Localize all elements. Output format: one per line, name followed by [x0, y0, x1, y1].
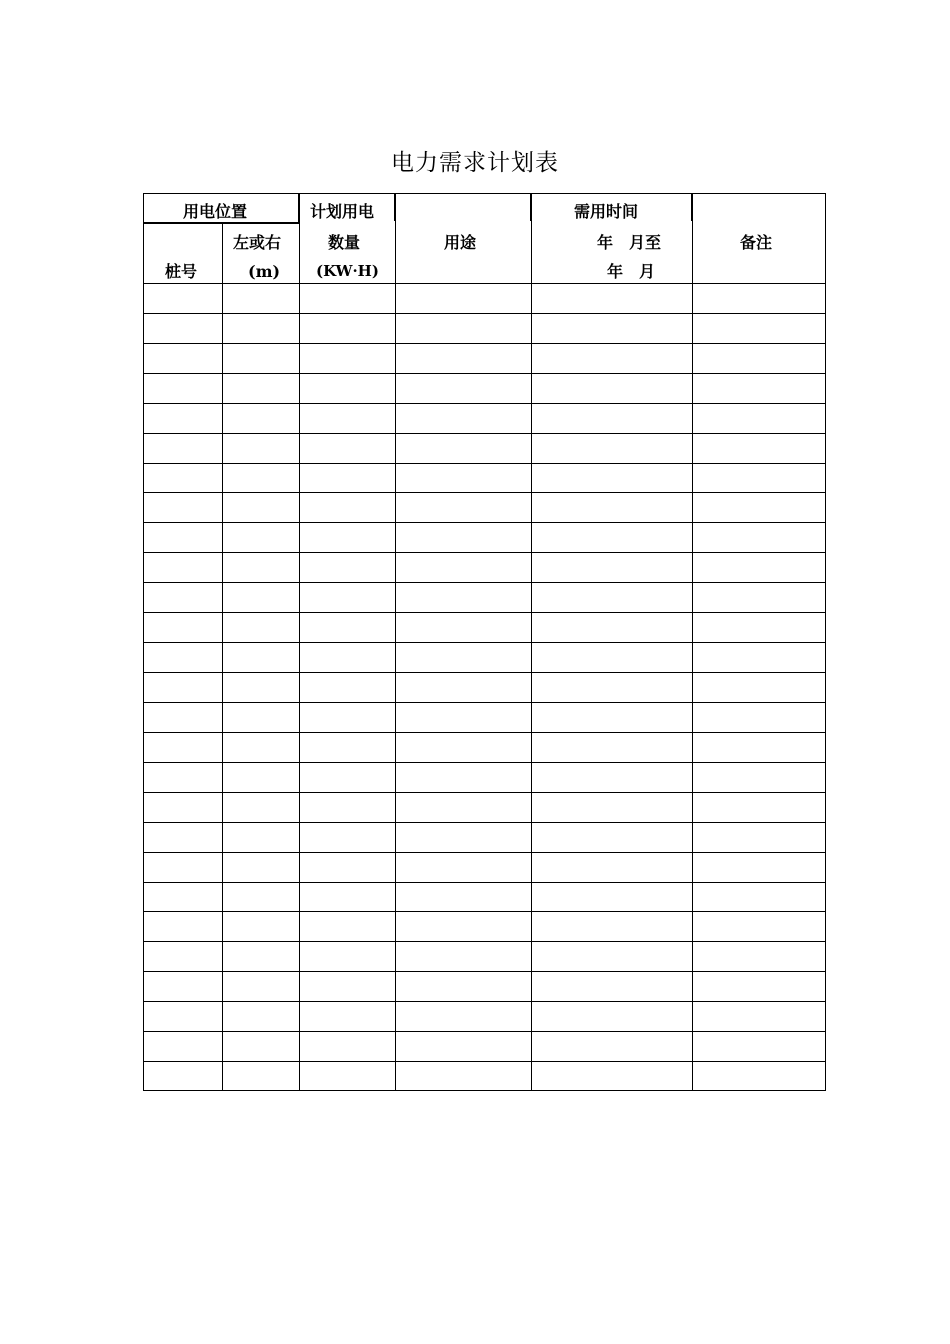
- table-row: [143, 463, 826, 493]
- table-row: [143, 343, 826, 373]
- table-row: [143, 792, 826, 822]
- header-stake-no: 桩号: [165, 262, 198, 281]
- header-location-group: 用电位置: [183, 202, 248, 221]
- table-row: [143, 492, 826, 522]
- table-row: [143, 702, 826, 732]
- table-row: [143, 313, 826, 343]
- table-row: [143, 882, 826, 912]
- table-row: [143, 732, 826, 762]
- table-row: [143, 971, 826, 1001]
- table-row: [143, 1031, 826, 1061]
- table-row: [143, 642, 826, 672]
- table-row: [143, 1001, 826, 1031]
- table-row: [143, 911, 826, 941]
- power-demand-table: [143, 193, 826, 1091]
- table-row: [143, 762, 826, 792]
- table-row: [143, 941, 826, 971]
- page-title: 电力需求计划表: [391, 150, 559, 176]
- table-row: [143, 612, 826, 642]
- table-row: [143, 522, 826, 552]
- header-purpose: 用途: [444, 233, 477, 252]
- header-planned-line2: 数量: [328, 233, 361, 252]
- header-planned-line1: 计划用电: [310, 202, 375, 221]
- header-side-line1: 左或右: [233, 233, 282, 252]
- table-row: [143, 433, 826, 463]
- table-border-top: [143, 193, 826, 194]
- header-side-line2: (m): [248, 262, 281, 281]
- table-row: [143, 373, 826, 403]
- header-planned-line3: (KW·H): [316, 262, 379, 280]
- header-remarks: 备注: [740, 233, 773, 252]
- header-time-line2: 年 月至: [597, 233, 662, 252]
- table-row: [143, 852, 826, 882]
- table-row: [143, 672, 826, 702]
- table-row: [143, 283, 826, 313]
- table-row: [143, 552, 826, 582]
- table-row: [143, 1061, 826, 1091]
- table-row: [143, 582, 826, 612]
- header-time-line3: 年 月: [607, 262, 656, 281]
- header-time-line1: 需用时间: [574, 202, 639, 221]
- table-row: [143, 822, 826, 852]
- table-row: [143, 403, 826, 433]
